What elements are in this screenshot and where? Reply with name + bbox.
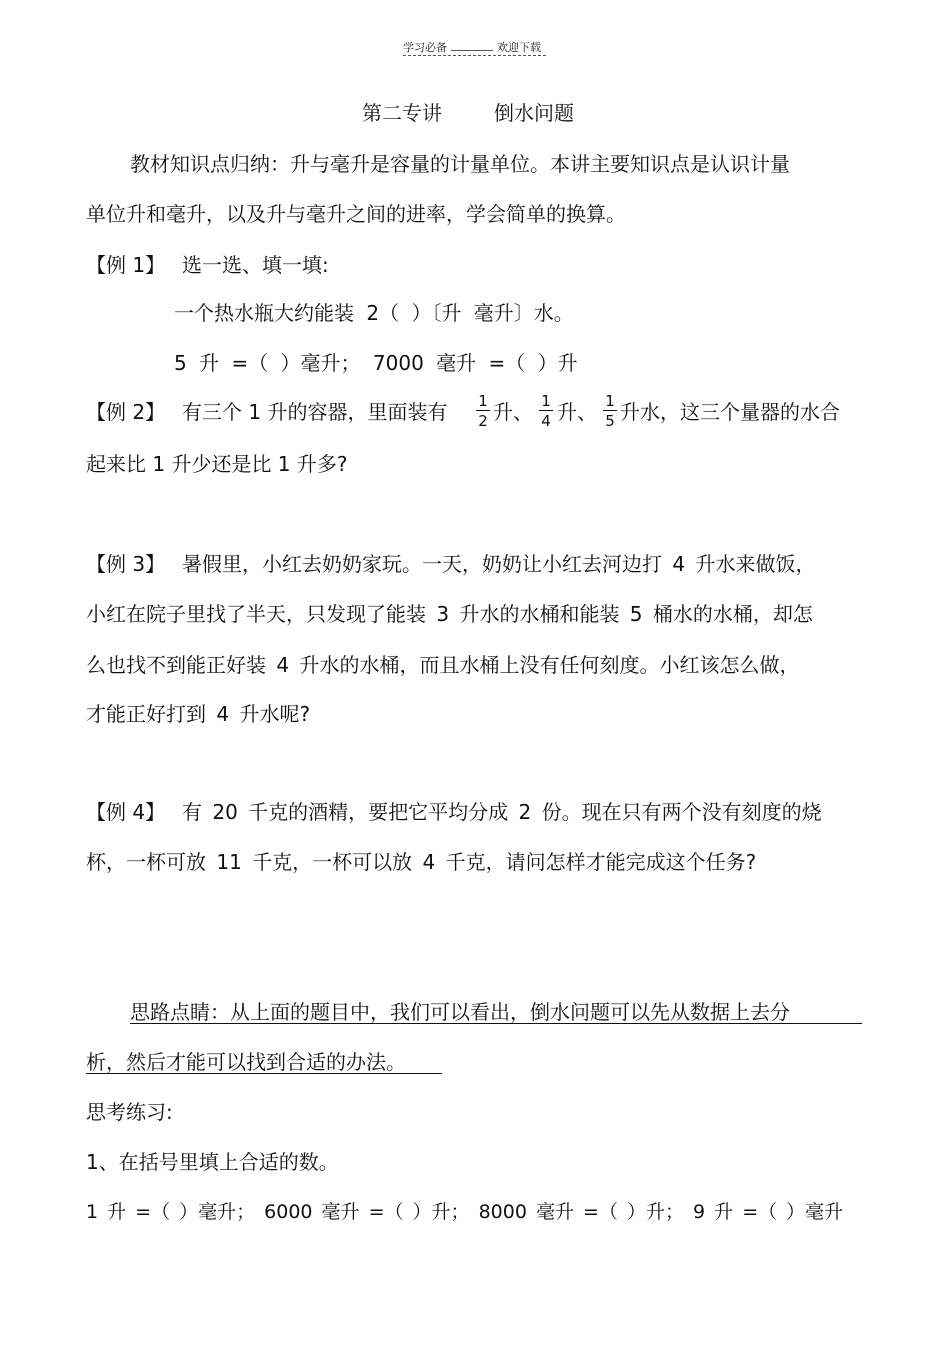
fraction-numerator: 1 [478, 392, 488, 410]
fraction-quarter [539, 393, 553, 429]
tip-underline2 [86, 1073, 442, 1074]
ex1-label: 【例 1】 [86, 253, 166, 277]
fraction-numerator: 1 [541, 392, 551, 410]
fraction-denominator: 2 [478, 412, 488, 430]
header-rule [403, 55, 546, 56]
ex1-line2: 5 升 =（ ）毫升； 7000 毫升 =（ ）升 [174, 351, 578, 375]
ex2-label: 【例 2】 [86, 400, 166, 424]
ex4-line1: 有 20 千克的酒精，要把它平均分成 2 份。现在只有两个没有刻度的烧 [182, 800, 822, 824]
header-left: 学习必备 [403, 41, 447, 54]
ex2-seg1: 有三个 1 升的容器，里面装有 [182, 400, 448, 424]
fraction-half [476, 393, 490, 429]
fraction-denominator: 5 [605, 412, 615, 430]
practice-heading: 思考练习: [86, 1100, 173, 1124]
ex2-seg3: 升、 [557, 400, 597, 424]
title-part1: 第二专讲 [362, 101, 442, 125]
ex1-line1: 一个热水瓶大约能装 2（ ）〔升 毫升〕水。 [174, 301, 574, 325]
ex4-label: 【例 4】 [86, 800, 166, 824]
tip-line1: 思路点睛：从上面的题目中，我们可以看出，倒水问题可以先从数据上去分 [130, 1000, 790, 1024]
ex3-line4: 才能正好打到 4 升水呢? [86, 702, 311, 726]
intro-line1: 教材知识点归纳：升与毫升是容量的计量单位。本讲主要知识点是认识计量 [130, 152, 790, 176]
ex2-line2: 起来比 1 升少还是比 1 升多? [86, 452, 348, 476]
fraction-bar [539, 410, 553, 411]
header-underline [451, 50, 493, 51]
title-part2: 倒水问题 [494, 101, 574, 125]
ex2-seg2: 升、 [493, 400, 533, 424]
intro-line2: 单位升和毫升，以及升与毫升之间的进率，学会简单的换算。 [86, 202, 626, 226]
ex4-line2: 杯，一杯可放 11 千克，一杯可以放 4 千克，请问怎样才能完成这个任务? [86, 850, 757, 874]
tip-line2: 析，然后才能可以找到合适的办法。 [86, 1050, 406, 1074]
ex3-line2: 小红在院子里找了半天，只发现了能装 3 升水的水桶和能装 5 桶水的水桶，却怎 [86, 602, 813, 626]
ex2-seg4: 升水，这三个量器的水合 [620, 400, 840, 424]
fraction-bar [603, 410, 617, 411]
ex3-line3: 么也找不到能正好装 4 升水的水桶，而且水桶上没有任何刻度。小红该怎么做， [86, 653, 800, 677]
fraction-denominator: 4 [541, 412, 551, 430]
ex1-text: 选一选、填一填: [182, 253, 329, 277]
fraction-numerator: 1 [605, 392, 615, 410]
header-right: 欢迎下载 [497, 41, 541, 54]
fraction-bar [476, 410, 490, 411]
practice-q1-items: 1 升 =（ ）毫升； 6000 毫升 =（ ）升； 8000 毫升 =（ ）升； 9 升 =（ ）毫升 [86, 1201, 844, 1223]
fraction-fifth [603, 393, 617, 429]
tip-underline1 [130, 1023, 862, 1024]
practice-q1: 1、在括号里填上合适的数。 [86, 1150, 339, 1174]
ex3-label: 【例 3】 [86, 552, 166, 576]
ex3-line1: 暑假里，小红去奶奶家玩。一天，奶奶让小红去河边打 4 升水来做饭， [182, 552, 816, 576]
